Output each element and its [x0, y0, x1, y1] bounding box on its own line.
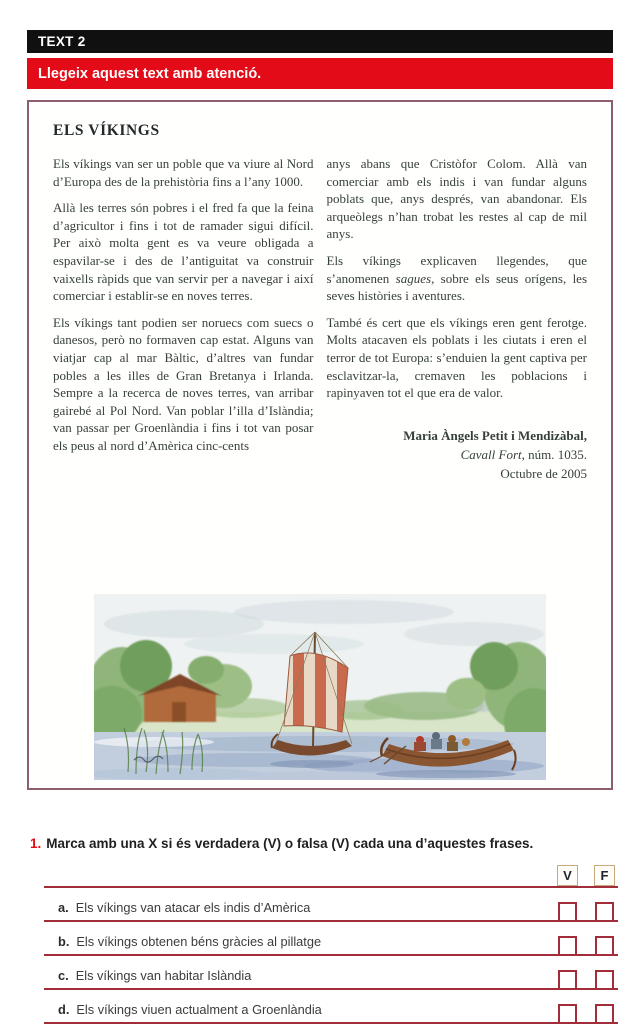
attribution	[327, 426, 588, 483]
checkbox-d-false[interactable]	[595, 1004, 614, 1024]
reading-text-box	[27, 100, 613, 790]
row-letter: c.	[58, 968, 69, 983]
row-letter: a.	[58, 900, 69, 915]
paragraph: Allà les terres són pobres i el fred fa que la feina d’agricultor i fins i tot de ramader sigui difícil. Per això molta gent es va veure obligada a espavilar-se i des de l’antiguitat va construir vaixells ràpids que van servir per a navegar i així comerciar i establir-se en noves terres.	[53, 200, 314, 304]
false-column-header: F	[594, 865, 615, 886]
text-number-label: TEXT 2	[38, 34, 86, 49]
exercise-heading	[30, 836, 616, 851]
checkbox-d-true[interactable]	[558, 1004, 577, 1024]
table-row	[44, 922, 618, 956]
attribution-source: Cavall Fort, núm. 1035.	[460, 446, 587, 462]
row-statement: Els víkings van atacar els indis d’Amèrica	[75, 900, 311, 915]
italic-term: sagues	[395, 270, 432, 286]
checkbox-b-false[interactable]	[595, 936, 614, 956]
true-false-table	[44, 886, 618, 1024]
checkbox-a-false[interactable]	[595, 902, 614, 922]
column-right	[327, 155, 588, 483]
paragraph: També és cert que els víkings eren gent ferotge. Molts atacaven els poblats i les ciutats i eren el terror de tot Europa: s’enduien la gent captiva per esclavitzar-la, cremaven les poblacions i rapinyaven tot el que era de valor.	[326, 314, 587, 401]
viking-illustration	[94, 594, 546, 780]
table-row	[44, 888, 618, 922]
exercise-prompt: Marca amb una X si és verdadera (V) o falsa (V) cada una d’aquestes frases.	[46, 836, 534, 851]
instruction-bar	[27, 58, 613, 89]
checkbox-a-true[interactable]	[558, 902, 577, 922]
checkbox-c-true[interactable]	[558, 970, 577, 990]
row-statement: Els víkings obtenen béns gràcies al pillatge	[76, 934, 322, 949]
instruction-label: Llegeix aquest text amb atenció.	[38, 65, 262, 82]
text-number-bar	[27, 30, 613, 53]
row-letter: b.	[58, 934, 70, 949]
table-row	[44, 956, 618, 990]
paragraph: Els víkings van ser un poble que va viure al Nord d’Europa des de la prehistòria fins a l’any 1000.	[53, 156, 314, 189]
table-row	[44, 990, 618, 1024]
exercise-number: 1.	[30, 836, 42, 851]
two-column-text	[53, 155, 587, 483]
column-left	[53, 155, 314, 483]
paragraph: anys abans que Cristòfor Colom. Allà van comerciar amb els indis i van fundar alguns poblats que, anys després, van abandonar. Els arqueòlegs n’han trobat les restes al cap de mil anys.	[326, 156, 587, 242]
attribution-author: Maria Àngels Petit i Mendizàbal,	[403, 427, 587, 443]
checkbox-b-true[interactable]	[558, 936, 577, 956]
attribution-date: Octubre de 2005	[500, 465, 587, 481]
true-column-header: V	[557, 865, 578, 886]
article-content	[29, 102, 611, 483]
paragraph: Els víkings tant podien ser noruecs com suecs o danesos, però no formaven cap estat. Alguns van viatjar cap al mar Bàltic, d’altres van fundar pobles a les illes de Gran Bretanya i Irlanda. Sempre a la recerca de noves terres, van arribar gairebé al Pol Nord. Van poblar l’illa d’Islàndia; van passar per Groenlàndia i fins i tot van posar els peus al nord d’Amèrica cinc-cents	[53, 314, 314, 453]
checkbox-c-false[interactable]	[595, 970, 614, 990]
row-statement: Els víkings viuen actualment a Groenlàndia	[76, 1002, 322, 1017]
article-title: ELS VÍKINGS	[53, 122, 160, 139]
paragraph: Els víkings explicaven llegendes, que s’anomenen sagues, sobre els seus orígens, les seves històries i aventures.	[326, 252, 588, 304]
vf-column-header	[44, 861, 618, 886]
row-statement: Els víkings van habitar Islàndia	[75, 968, 252, 983]
row-letter: d.	[58, 1002, 70, 1017]
